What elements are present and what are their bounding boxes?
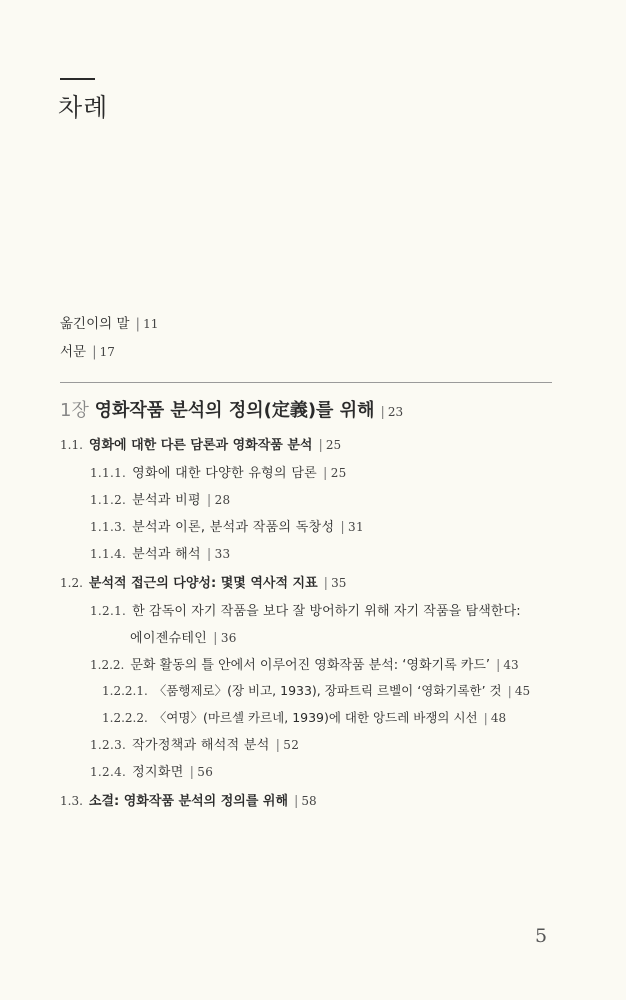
toc-entry-1-2-4[interactable]: 1.2.4. 정지화면 | 56 <box>90 765 214 780</box>
page-title: 차례 <box>58 93 109 122</box>
toc-entry-1-2-3[interactable]: 1.2.3. 작가정책과 해석적 분석 | 52 <box>90 738 300 753</box>
entry-title-cont: 에이젠슈테인 <box>130 631 208 646</box>
toc-entry-1-2-2[interactable]: 1.2.2. 문화 활동의 틀 안에서 이루어진 영화작품 분석: ‘영화기록 카드’ | 43 <box>90 658 519 673</box>
toc-entry-translator-note[interactable]: 옮긴이의 말 | 11 <box>60 316 159 332</box>
toc-entry-1-2-1[interactable]: 1.2.1. 한 감독이 자기 작품을 보다 잘 방어하기 위해 자기 작품을 탐색한다: <box>90 604 521 619</box>
entry-title: 분석과 비평 <box>132 493 201 508</box>
entry-title: 분석과 이론, 분석과 작품의 독창성 <box>132 520 335 535</box>
toc-entry-1-1[interactable]: 1.1. 영화에 대한 다른 담론과 영화작품 분석 | 25 <box>60 438 342 453</box>
toc-entry-1-2[interactable]: 1.2. 분석적 접근의 다양성: 몇몇 역사적 지표 | 35 <box>60 576 347 591</box>
toc-entry-chapter-1[interactable]: 1장 영화작품 분석의 정의(定義)를 위해 | 23 <box>60 400 404 421</box>
page-number: 5 <box>535 925 548 947</box>
toc-entry-1-3[interactable]: 1.3. 소결: 영화작품 분석의 정의를 위해 | 58 <box>60 794 317 809</box>
toc-entry-1-1-3[interactable]: 1.1.3. 분석과 이론, 분석과 작품의 독창성 | 31 <box>90 520 364 535</box>
entry-title: 〈품행제로〉(장 비고, 1933), 장파트릭 르벨이 ‘영화기록한’ 것 <box>153 683 502 698</box>
entry-title: 작가정책과 해석적 분석 <box>132 738 270 753</box>
entry-title: 문화 활동의 틀 안에서 이루어진 영화작품 분석: ‘영화기록 카드’ <box>130 658 491 673</box>
entry-page: 17 <box>99 345 115 359</box>
entry-title: 옮긴이의 말 <box>60 316 130 332</box>
title-rule <box>60 78 95 80</box>
entry-page: 11 <box>143 317 159 331</box>
entry-title: 분석적 접근의 다양성: 몇몇 역사적 지표 <box>88 576 318 591</box>
toc-entry-1-1-1[interactable]: 1.1.1. 영화에 대한 다양한 유형의 담론 | 25 <box>90 466 347 481</box>
toc-entry-1-1-2[interactable]: 1.1.2. 분석과 비평 | 28 <box>90 493 231 508</box>
entry-title: 〈여명〉(마르셀 카르네, 1939)에 대한 앙드레 바쟁의 시선 <box>153 710 478 725</box>
toc-entry-1-2-2-2[interactable]: 1.2.2.2. 〈여명〉(마르셀 카르네, 1939)에 대한 앙드레 바쟁의 시선 | 48 <box>102 710 507 725</box>
entry-title: 분석과 해석 <box>132 547 201 562</box>
toc-entry-preface[interactable]: 서문 | 17 <box>60 344 115 360</box>
chapter-title: 영화작품 분석의 정의(定義)를 위해 <box>94 400 375 421</box>
entry-title: 한 감독이 자기 작품을 보다 잘 방어하기 위해 자기 작품을 탐색한다: <box>132 604 521 619</box>
chapter-number: 1장 <box>60 400 89 421</box>
toc-entry-1-2-2-1[interactable]: 1.2.2.1. 〈품행제로〉(장 비고, 1933), 장파트릭 르벨이 ‘영화기록한’ 것 | 45 <box>102 683 531 698</box>
toc-entry-1-1-4[interactable]: 1.1.4. 분석과 해석 | 33 <box>90 547 231 562</box>
entry-title: 소결: 영화작품 분석의 정의를 위해 <box>88 794 289 809</box>
entry-title: 서문 <box>60 344 87 360</box>
entry-title: 정지화면 <box>132 765 184 780</box>
entry-title: 영화에 대한 다른 담론과 영화작품 분석 <box>88 438 313 453</box>
toc-entry-1-2-1-cont[interactable]: 에이젠슈테인 | 36 <box>130 631 237 646</box>
section-divider <box>60 382 552 383</box>
entry-title: 영화에 대한 다양한 유형의 담론 <box>132 466 318 481</box>
entry-page: 23 <box>387 405 404 419</box>
